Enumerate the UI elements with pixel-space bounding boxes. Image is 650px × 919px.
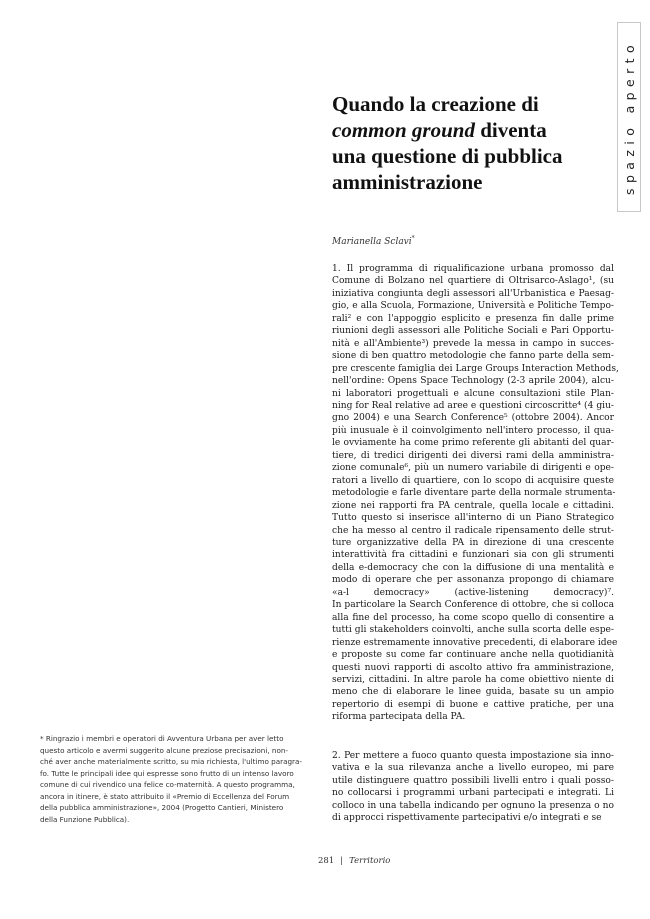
text-line: iniziativa congiunta degli assessori all'Urbanistica e Paesag- [332,288,614,299]
text-line: pre crescente famiglia dei Large Groups Interaction Methods, [332,363,619,374]
author-footnote-mark: * [411,235,415,242]
text-line: della e-democracy che con la diffusione di una mentalità e [332,562,614,573]
text-line: ni laboratori progettuali e alcune consultazioni stile Plan- [332,388,614,399]
title-line-2-italic: common ground [332,118,475,142]
text-line: questi nuovi rapporti di ascolto attivo fra amministrazione, [332,662,614,673]
text-line: le ovviamente ha come primo referente gli abitanti del quar- [332,438,614,449]
title-line-2-rest: diventa [474,118,547,142]
text-line: fo. Tutte le principali idee qui espresse sono frutto di un intenso lavoro [40,768,294,778]
body-paragraph-2 [332,750,614,825]
title-line-1: Quando la creazione di [332,92,539,116]
text-line: ratori a livello di quartiere, con lo scopo di acquisire queste [332,475,614,486]
text-line: tutti gli stakeholders coinvolti, anche sulla scorta delle espe- [332,625,614,636]
text-line: nell'ordine: Opens Space Technology (2-3 aprile 2004), alcu- [332,376,614,387]
text-line: metodologie e farle diventare parte della normale strumenta- [332,488,616,499]
text-line: nità e all'Ambiente³) prevede la messa in campo in succes- [332,338,614,349]
text-line: della pubblica amministrazione», 2004 (Progetto Cantieri, Ministero [40,803,284,812]
text-line: gno 2004) e una Search Conference⁵ (ottobre 2004). Ancor [332,413,614,424]
text-line: modo di operare che per assonanza propongo di chiamare [332,575,614,586]
text-line: ture organizzative della PA in direzione di una crescente [332,537,614,548]
text-line: meno che di elaborare le linee guida, basate su un ampio [332,687,614,698]
text-line: Tutto questo si inserisce all'interno di un Piano Strategico [332,513,614,524]
text-line: utile distinguere quattro possibili livelli entro i quali posso- [332,775,614,786]
text-line: e proposte su come far continuare anche nella quotidianità [332,650,614,661]
text-line: più inusuale è il coinvolgimento nell'intero processo, il qua- [332,425,614,436]
author-name: Marianella Sclavi [332,237,412,247]
text-line: interattività fra cittadini e funzionari sia con gli strumenti [332,550,614,561]
text-line: repertorio di esempi di buone e cattive pratiche, per una [332,699,614,710]
text-line: 2. Per mettere a fuoco quanto questa impostazione sia inno- [332,751,614,761]
text-line: «a-l democracy» (active-listening democracy)⁷. [332,587,614,598]
text-line: gio, e alla Scuola, Formazione, Università e Politiche Tempo- [332,301,614,312]
author-byline [332,235,415,247]
text-line: * Ringrazio i membri e operatori di Avventura Urbana per aver letto [40,734,284,743]
title-line-4: amministrazione [332,170,483,194]
text-line: In particolare la Search Conference di ottobre, che si colloca [332,600,614,611]
page-number: 281 [318,856,335,866]
text-line: ancora in itinere, è stato attribuito il «Premio di Eccellenza del Forum [40,791,290,801]
text-line: ning for Real relative ad aree e questioni circoscritte⁴ (4 giu- [332,400,614,411]
page-footer [318,856,390,866]
text-line: sione di ben quattro metodologie che fanno parte della sem- [332,351,614,362]
text-line: rienze estremamente innovative precedenti, di elaborare idee [332,637,618,648]
text-line: riforma partecipata della PA. [332,712,466,723]
text-line: no collocarsi i programmi urbani partecipati e integrati. Li [332,788,614,799]
text-line: servizi, cittadini. In altre parole ha come obiettivo niente di [332,674,614,685]
text-line: rali² e con l'appoggio esplicito e presenza fin dalle prime [332,313,614,324]
text-line: 1. Il programma di riqualificazione urbana promosso dal [332,264,614,274]
footnote [40,733,303,825]
text-line: della Funzione Pubblica). [40,814,130,824]
text-line: colloco in una tabella indicando per ognuno la presenza o no [332,800,614,811]
text-line: Comune di Bolzano nel quartiere di Oltrisarco-Aslago¹, (su [332,276,614,287]
text-line: vativa e la sua rilevanza anche a livello europeo, mi pare [332,763,614,774]
text-line: che ha messo al centro il radicale ripensamento delle strut- [332,525,614,536]
text-line: riunioni degli assessori alle Politiche Sociali e Pari Opportu- [332,326,614,337]
text-line: zione nei rapporti fra PA centrale, quella locale e cittadini. [332,500,614,511]
footer-separator: | [340,856,344,866]
article-title [332,91,607,195]
text-line: comune di cui rivendico una felice co-maternità. A questo programma, [40,780,295,789]
section-tab-label: spazio aperto [621,39,637,195]
text-line: ché aver anche materialmente scritto, su mia richiesta, l'ultimo paragra- [40,757,303,766]
text-line: questo articolo e avermi suggerito alcune preziose precisazioni, non- [40,745,289,755]
text-line: alla fine del processo, ha come scopo quello di consentire a [332,612,614,623]
section-tab [617,22,641,212]
text-line: zione comunale⁶, più un numero variabile di dirigenti e ope- [332,463,614,474]
text-line: tiere, di tredici dirigenti dei diversi rami della amministra- [332,450,614,461]
title-line-3: una questione di pubblica [332,144,563,168]
body-paragraph-1 [332,263,619,724]
journal-name: Territorio [349,856,391,866]
text-line: di approcci rispettivamente partecipativi e/o integrati e se [332,813,602,824]
